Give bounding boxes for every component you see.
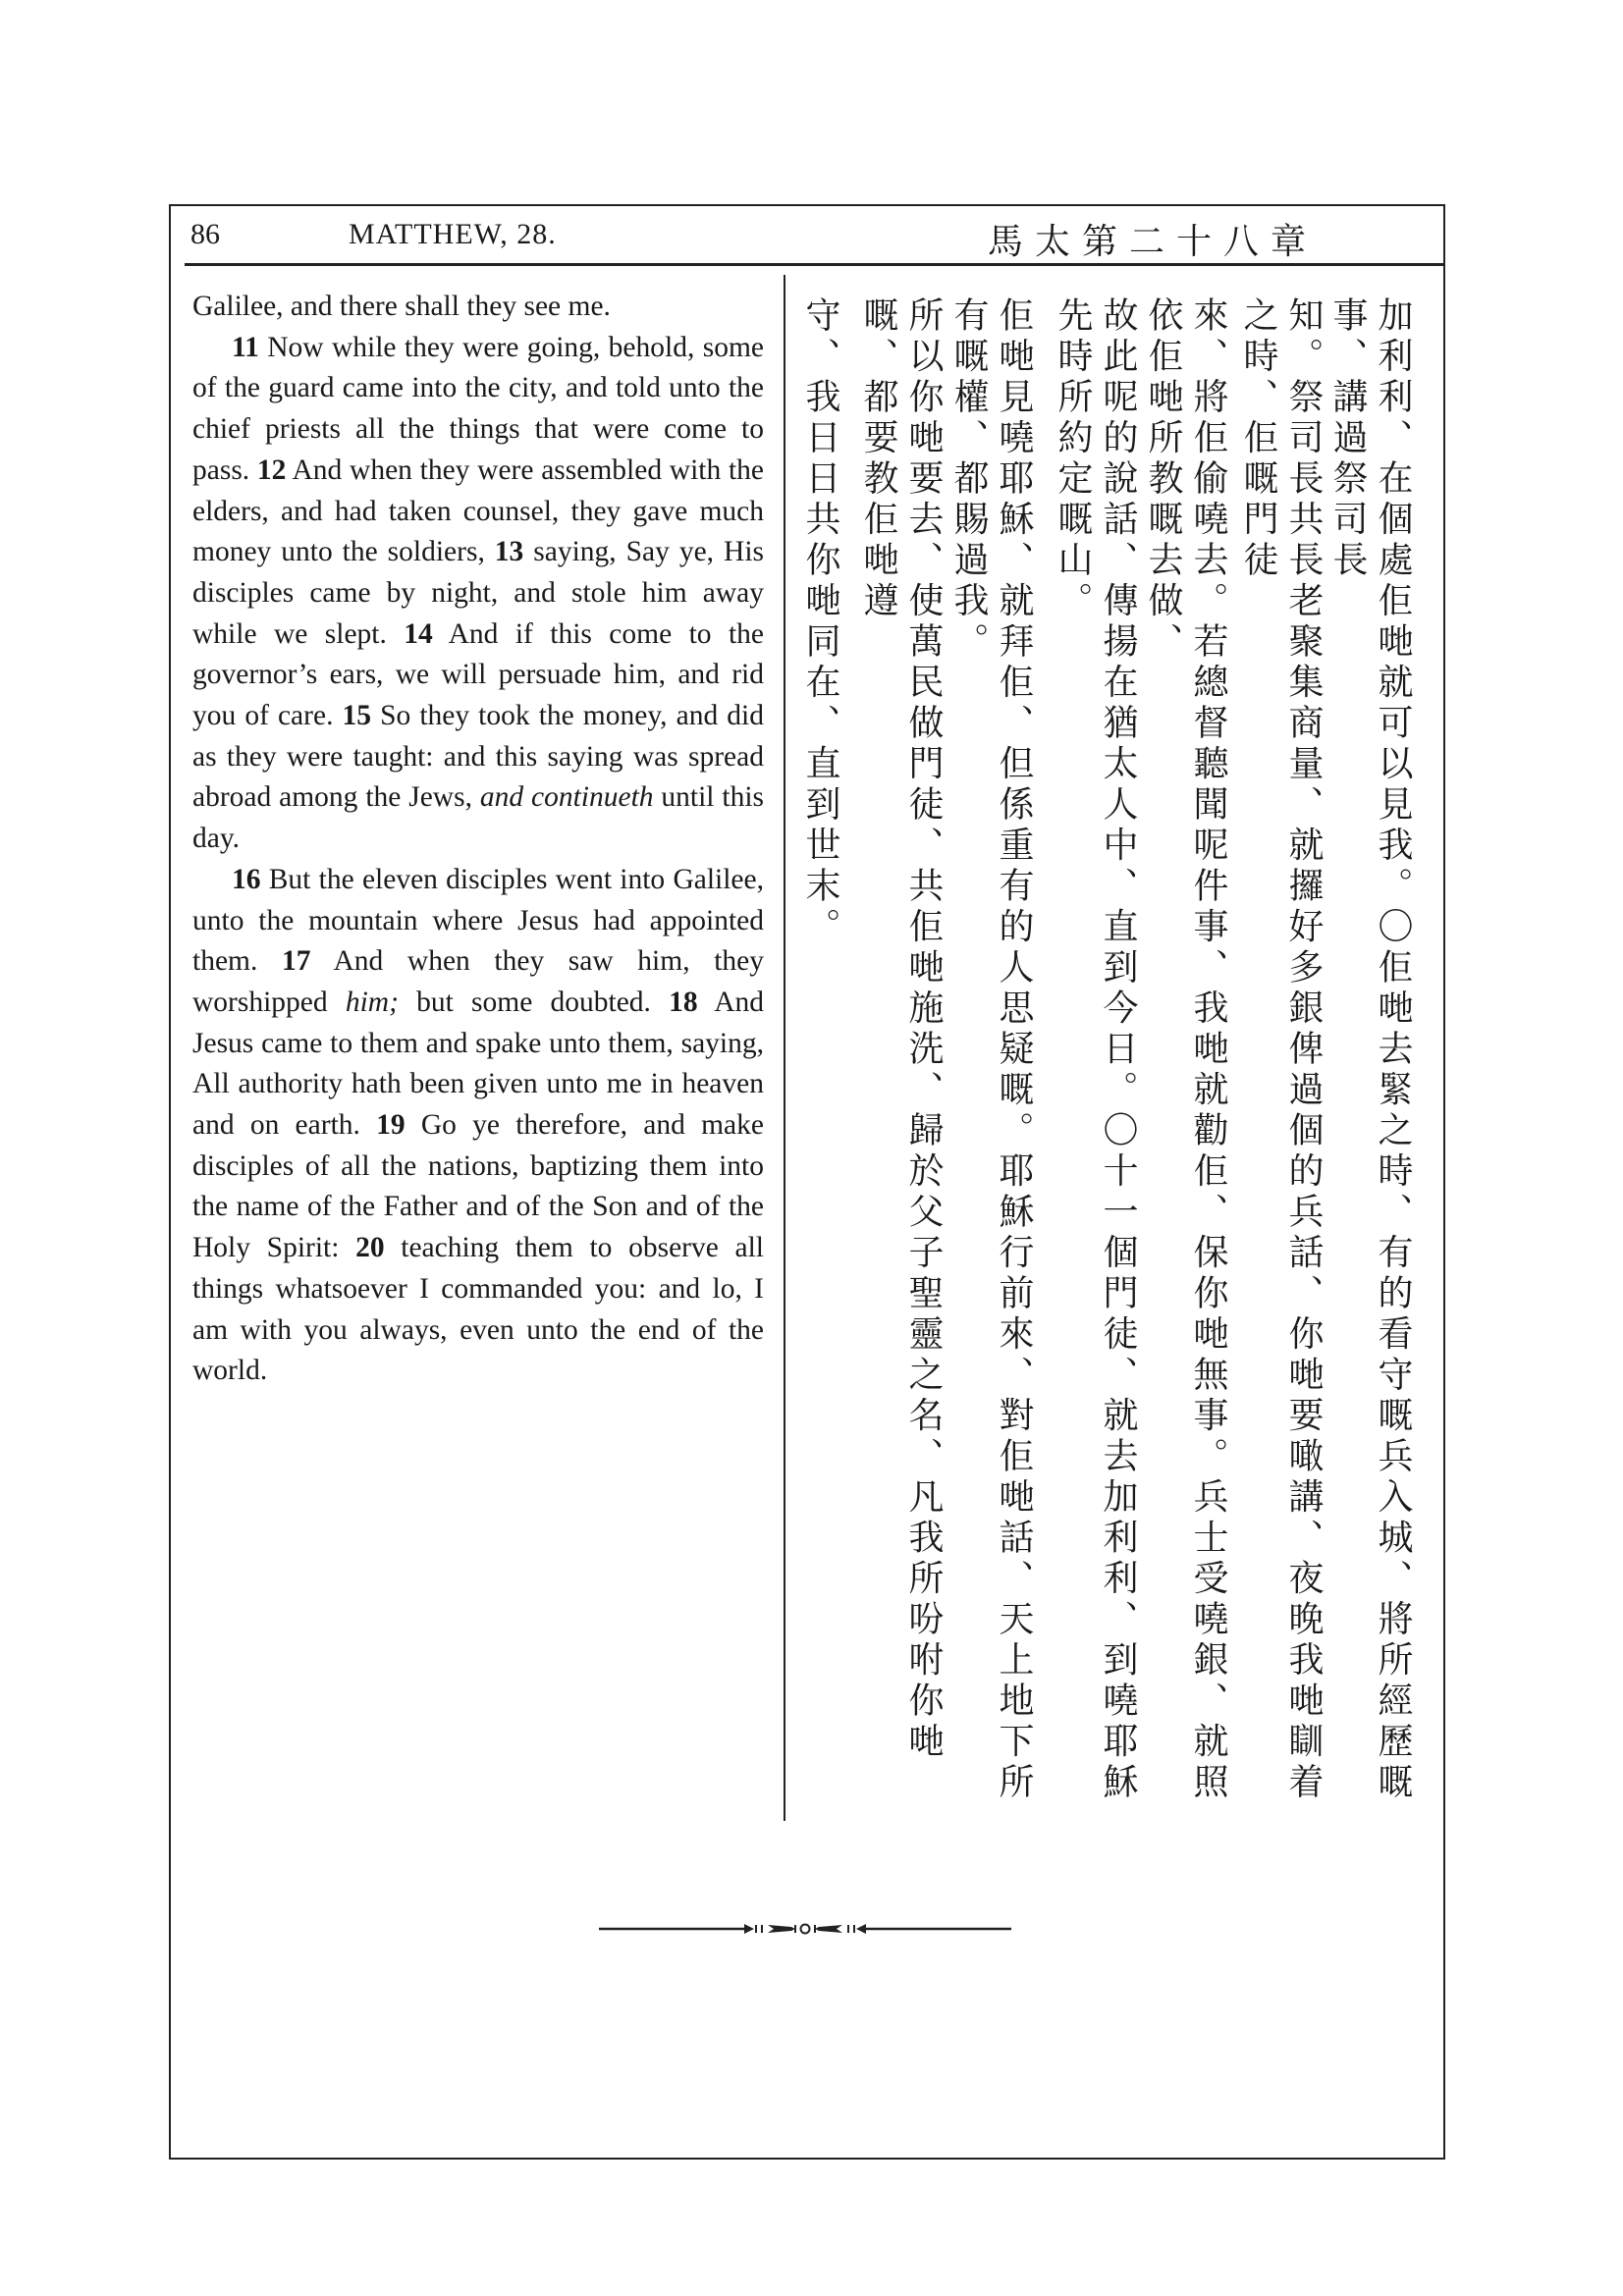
verse-text: saying, Say ye, His disciples came by night, and stole him away while we slept. — [192, 536, 765, 650]
verse-text: Go ye therefore, and make disciples of all the nations, baptizing them into the name of the Father and of the Son and of the Holy Spirit: — [192, 1109, 764, 1264]
verse-number: 20 — [355, 1232, 385, 1264]
page-number: 86 — [190, 218, 220, 250]
verse-number: 13 — [494, 536, 524, 568]
verse-text: And when they saw him, they worshipped — [192, 945, 764, 1018]
verse-text: Galilee, and there shall they see me. — [192, 291, 611, 322]
verse-number: 15 — [342, 700, 372, 732]
chinese-column: 守、我日日共你哋同在、直到世末。 — [800, 296, 840, 948]
english-paragraph — [192, 328, 764, 860]
chinese-column: 所以你哋要去、使萬民做門徒、共佢哋施洗、歸於父子聖靈之名、凡我所吩咐你哋嘅、都要教佢哋遵 — [858, 296, 944, 1763]
italic-text: him; — [345, 986, 399, 1018]
chinese-text-columns — [785, 296, 1434, 1828]
english-text-column — [192, 287, 764, 1392]
verse-number: 14 — [404, 617, 433, 650]
verse-text: And Jesus came to them and spake unto them, saying, All authority hath been given unto me in heaven and on earth. — [192, 986, 764, 1142]
verse-text: teaching them to observe all things whatsoever I commanded you: and lo, I am with you always, even unto the end of the world. — [192, 1232, 764, 1387]
chinese-column: 加利利、在個處佢哋就可以見我。〇佢哋去緊之時、有的看守嘅兵入城、將所經歷嘅事、講過祭司長 — [1327, 296, 1413, 1804]
chinese-column: 來、將佢偷嘵去。若總督聽聞呢件事、我哋就勸佢、保你哋無事。兵士受嘵銀、就照依佢哋所教嘅去做、 — [1143, 296, 1228, 1804]
english-paragraph — [192, 860, 764, 1392]
header-rule — [185, 263, 1443, 266]
ornament-rule-icon — [599, 1919, 1011, 1939]
chinese-running-title: 馬太第二十八章 — [987, 222, 1318, 262]
running-title: MATTHEW, 28. — [349, 218, 557, 250]
verse-text: And when they were assembled with the elders, and had taken counsel, they gave much money unto the soldiers, — [192, 454, 764, 568]
verse-number: 12 — [256, 454, 287, 486]
verse-number: 18 — [669, 986, 698, 1018]
verse-number: 16 — [232, 863, 261, 895]
italic-text: and continueth — [479, 781, 654, 814]
page-header — [169, 204, 1445, 263]
verse-text: but some doubted. — [398, 986, 670, 1018]
verse-text: until this day. — [192, 781, 765, 855]
chinese-column: 知。祭司長共長老聚集商量、就攞好多銀俾過個的兵話、你哋要噉講、夜晚我哋瞓着之時、佢嘅門徒 — [1238, 296, 1324, 1804]
verse-number: 19 — [376, 1109, 406, 1142]
verse-text: So they took the money, and did as they were taught: and this saying was spread abroad among the Jews, — [192, 700, 764, 814]
verse-text: And if this come to the governor’s ears, we will persuade him, and rid you of care. — [192, 617, 765, 732]
chinese-column: 佢哋見嘵耶穌、就拜佢、但係重有的人思疑嘅。耶穌行前來、對佢哋話、天上地下所有嘅權、都賜過我。 — [948, 296, 1034, 1804]
verse-text: Now while they were going, behold, some of the guard came into the city, and told unto the chief priests all the things that were come to pass. — [192, 331, 764, 486]
verse-text: But the eleven disciples went into Galilee, unto the mountain where Jesus had appointed them. — [192, 863, 764, 978]
chinese-column: 故此呢的說話、傳揚在猶太人中、直到今日。〇十一個門徒、就去加利利、到嘵耶穌先時所約定嘅山。 — [1053, 296, 1138, 1804]
verse-number: 11 — [232, 331, 259, 363]
english-paragraph — [192, 287, 764, 328]
verse-number: 17 — [281, 945, 311, 978]
